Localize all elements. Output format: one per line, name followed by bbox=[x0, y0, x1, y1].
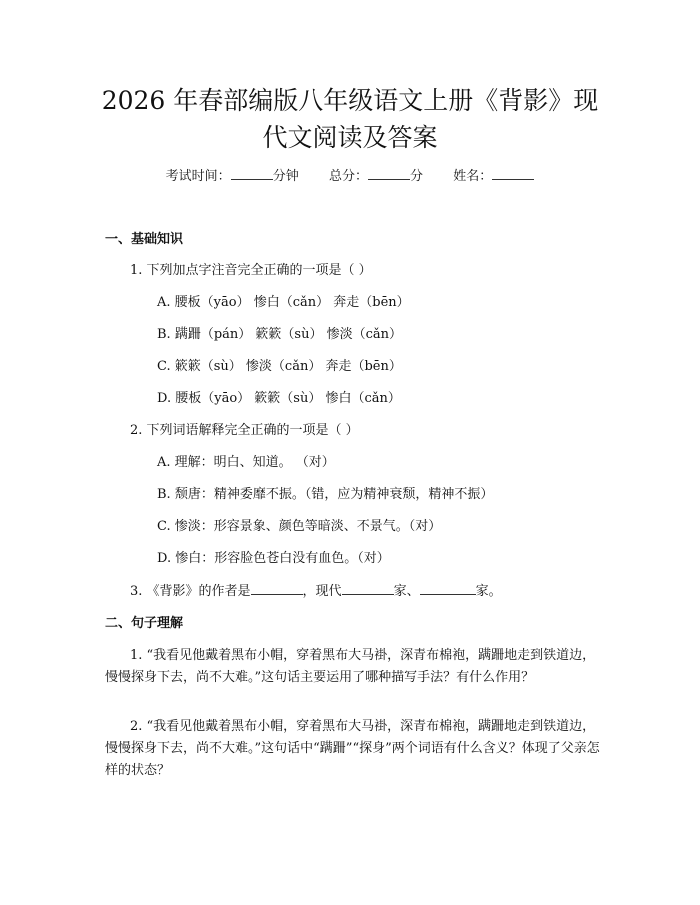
author-blank[interactable] bbox=[251, 582, 303, 595]
question-1-1-option-b: B. 蹒跚（pán） 簌簌（sù） 惨淡（cǎn） bbox=[157, 327, 402, 342]
section-1-heading: 一、基础知识 bbox=[105, 232, 184, 247]
question-1-2-option-d: D. 惨白：形容脸色苍白没有血色。（对） bbox=[157, 551, 390, 566]
question-1-2-option-b: B. 颓唐：精神委靡不振。（错，应为精神衰颓，精神不振） bbox=[157, 487, 494, 502]
exam-time-unit: 分钟 bbox=[272, 169, 299, 184]
total-score-unit: 分 bbox=[410, 169, 424, 184]
document-title-line-2: 代文阅读及答案 bbox=[262, 123, 438, 152]
question-1-3-part-1: 3. 《背影》的作者是 bbox=[130, 584, 251, 599]
exam-meta-row bbox=[0, 167, 700, 187]
student-name-blank[interactable] bbox=[492, 167, 534, 180]
question-1-2: 2. 下列词语解释完全正确的一项是（ ） bbox=[130, 423, 359, 438]
document-title-line-1: 2026 年春部编版八年级语文上册《背影》现 bbox=[101, 86, 599, 115]
student-name-label: 姓名： bbox=[453, 169, 493, 184]
profession-blank-1[interactable] bbox=[342, 582, 394, 595]
profession-blank-2[interactable] bbox=[420, 582, 476, 595]
question-1-3-part-2: ，现代 bbox=[302, 584, 342, 599]
question-1-1-option-a: A. 腰板（yāo） 惨白（cǎn） 奔走（bēn） bbox=[157, 295, 410, 310]
question-1-3-part-3: 家、 bbox=[393, 584, 420, 599]
exam-time-label: 考试时间： bbox=[165, 169, 231, 184]
question-1-1: 1. 下列加点字注音完全正确的一项是（ ） bbox=[130, 263, 372, 278]
question-1-2-option-a: A. 理解：明白、知道。 （对） bbox=[157, 455, 335, 470]
question-2-2: 2. “我看见他戴着黑布小帽，穿着黑布大马褂，深青布棉袍，蹒跚地走到铁道边，慢慢探身下去，尚不大难。”这句话中“蹒跚”“探身”两个词语有什么含义？体现了父亲怎样的状态？ bbox=[105, 719, 600, 778]
question-1-2-option-c: C. 惨淡：形容景象、颜色等暗淡、不景气。（对） bbox=[157, 519, 442, 534]
question-2-1: 1. “我看见他戴着黑布小帽，穿着黑布大马褂，深青布棉袍，蹒跚地走到铁道边，慢慢探身下去，尚不大难。”这句话主要运用了哪种描写手法？有什么作用？ bbox=[105, 648, 596, 685]
total-score-label: 总分： bbox=[328, 169, 368, 184]
section-2-heading: 二、句子理解 bbox=[105, 616, 184, 631]
total-score-blank[interactable] bbox=[368, 167, 410, 180]
question-1-1-option-d: D. 腰板（yāo） 簌簌（sù） 惨白（cǎn） bbox=[157, 391, 401, 406]
question-1-3-part-4: 家。 bbox=[475, 584, 502, 599]
question-1-3 bbox=[130, 582, 502, 601]
exam-time-blank[interactable] bbox=[231, 167, 273, 180]
question-1-1-option-c: C. 簌簌（sù） 惨淡（cǎn） 奔走（bēn） bbox=[157, 359, 402, 374]
